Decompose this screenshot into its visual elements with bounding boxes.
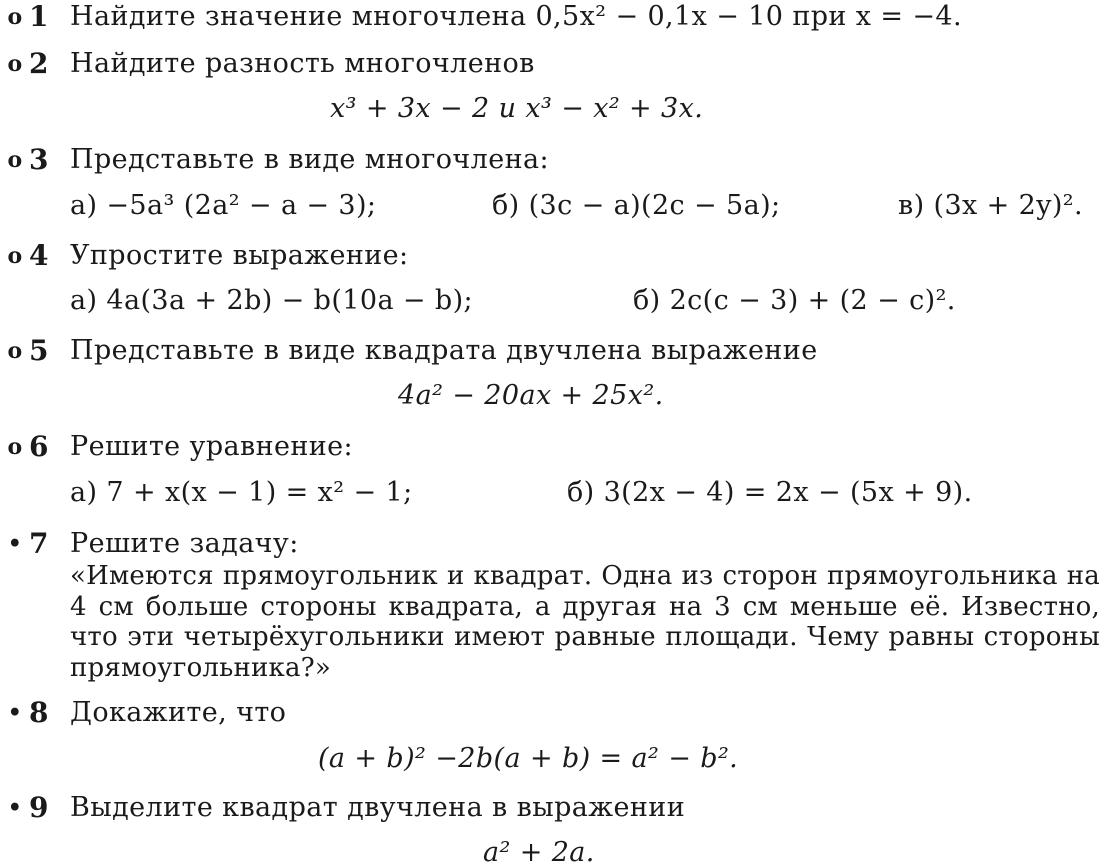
problem-text: Найдите разность многочленов — [70, 48, 535, 79]
problem-marker: o — [7, 51, 23, 77]
part-c: в) (3x + 2y)². — [898, 190, 1084, 221]
problem-number: 4 — [29, 239, 49, 272]
problem-text: Решите уравнение: — [70, 431, 354, 462]
part-b: б) 3(2x − 4) = 2x − (5x + 9). — [567, 477, 973, 508]
problem-text: Выделите квадрат двучлена в выражении — [70, 792, 686, 823]
problem-text: Представьте в виде многочлена: — [70, 144, 549, 175]
problem-marker: o — [7, 338, 23, 364]
problem-number: 6 — [29, 430, 49, 463]
problem-number: 8 — [29, 696, 49, 729]
part-b: б) (3c − a)(2c − 5a); — [492, 190, 781, 221]
problem-formula: a² + 2a. — [483, 837, 595, 868]
problem-text: Упростите выражение: — [70, 240, 409, 271]
problem-formula: 4a² − 20ax + 25x². — [398, 380, 664, 411]
problem-formula: x³ + 3x − 2 и x³ − x² + 3x. — [330, 93, 704, 124]
problem-marker: • — [7, 700, 23, 726]
problem-text: Найдите значение многочлена 0,5x² − 0,1x − 10 при x = −4. — [70, 1, 962, 32]
problem-marker: o — [7, 4, 23, 30]
problem-number: 5 — [29, 334, 49, 367]
part-b: б) 2c(c − 3) + (2 − c)². — [633, 285, 956, 316]
problem-number: 7 — [29, 527, 49, 560]
problem-number: 2 — [29, 47, 49, 80]
part-a: а) 4a(3a + 2b) − b(10a − b); — [70, 285, 474, 316]
problem-body: «Имеются прямоугольник и квадрат. Одна из сторон прямоугольника на 4 см больше стороны квадрата, а другая на 3 см меньше её. Известно, что эти четырёхугольники имеют равные площади. Чему равны стороны прямоугольника?» — [70, 561, 1100, 683]
problem-text: Представьте в виде квадрата двучлена выражение — [70, 335, 818, 366]
problem-marker: o — [7, 243, 23, 269]
part-a: а) −5a³ (2a² − a − 3); — [70, 190, 377, 221]
problem-number: 3 — [29, 143, 49, 176]
problem-text: Решите задачу: — [70, 528, 299, 559]
part-a: а) 7 + x(x − 1) = x² − 1; — [70, 477, 413, 508]
problem-number: 9 — [29, 791, 49, 824]
problem-marker: • — [7, 795, 23, 821]
problem-text: Докажите, что — [70, 697, 287, 728]
problem-marker: • — [7, 531, 23, 557]
problem-marker: o — [7, 147, 23, 173]
problem-number: 1 — [29, 0, 49, 33]
problem-formula: (a + b)² −2b(a + b) = a² − b². — [318, 743, 739, 774]
problem-marker: o — [7, 434, 23, 460]
